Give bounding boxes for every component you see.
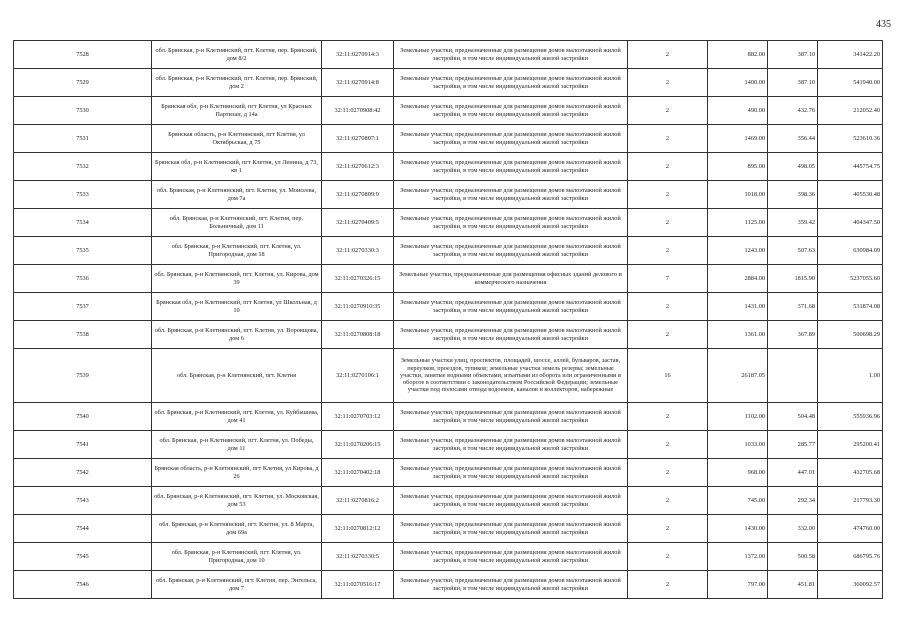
- land-use-cell: Земельные участки, предназначенные для размещения домов малоэтажной жилой застройки, в том числе индивидуальной жилой застройки: [394, 125, 628, 153]
- row-number-cell: 7544: [14, 515, 152, 543]
- row-number-cell: 7541: [14, 431, 152, 459]
- rate-cell: 285.77: [768, 431, 818, 459]
- area-cell: 2884.00: [708, 265, 768, 293]
- cadastral-number-cell: 32:11:0270106:1: [322, 349, 394, 403]
- address-cell: обл. Брянская, р-н Клетнянский, пгт. Клетня, пер. Брянский, дом 2: [152, 69, 322, 97]
- table-row: [14, 69, 883, 97]
- category-cell: 2: [628, 209, 708, 237]
- cadastral-value-cell: 432705.68: [818, 459, 883, 487]
- cadastral-value-cell: 405530.48: [818, 181, 883, 209]
- category-cell: 2: [628, 293, 708, 321]
- land-use-cell: Земельные участки, предназначенные для размещения домов малоэтажной жилой застройки, в том числе индивидуальной жилой застройки: [394, 487, 628, 515]
- table-row: [14, 571, 883, 599]
- row-number-cell: 7530: [14, 97, 152, 125]
- rate-cell: 500.58: [768, 543, 818, 571]
- address-cell: обл. Брянская, р-н Клетнянский, пгт. Клетня, ул. Кирова, дом 39: [152, 265, 322, 293]
- area-cell: 1400.00: [708, 69, 768, 97]
- row-number-cell: 7532: [14, 153, 152, 181]
- category-cell: 2: [628, 403, 708, 431]
- cadastral-value-cell: 531874.08: [818, 293, 883, 321]
- address-cell: Брянская обл, р-н Клетнянский, пгт Клетня, ул Красных Партизан, д 14а: [152, 97, 322, 125]
- land-use-cell: Земельные участки, предназначенные для размещения домов малоэтажной жилой застройки, в том числе индивидуальной жилой застройки: [394, 543, 628, 571]
- address-cell: обл. Брянская, р-н Клетнянский, пгт. Клетня, пер. Брянский, дом 8/2: [152, 41, 322, 69]
- land-use-cell: Земельные участки улиц, проспектов, площадей, шоссе, аллей, бульваров, застав, переулков, проездов, тупиков; земельные участки земель резерва; земельные участки, занятые водными объектами, изъятыми из оборота или ограниченными в обороте в соответствии с законодательством Российской Федерации; земельные участки под полосами отвода водоемов, каналов и коллекторов, набережные: [394, 349, 628, 403]
- row-number-cell: 7539: [14, 349, 152, 403]
- cadastral-value-cell: 523610.36: [818, 125, 883, 153]
- cadastral-value-cell: 295200.41: [818, 431, 883, 459]
- area-cell: 1243.00: [708, 237, 768, 265]
- area-cell: 968.00: [708, 459, 768, 487]
- category-cell: 2: [628, 459, 708, 487]
- land-use-cell: Земельные участки, предназначенные для размещения офисных зданий делового и коммерческого назначения: [394, 265, 628, 293]
- table-row: [14, 237, 883, 265]
- cadastral-number-cell: 32:11:0270516:17: [322, 571, 394, 599]
- row-number-cell: 7542: [14, 459, 152, 487]
- address-cell: обл. Брянская, р-н Клетнянский, пгт. Клетня, ул. Пригородная, дом 18: [152, 237, 322, 265]
- land-use-cell: Земельные участки, предназначенные для размещения домов малоэтажной жилой застройки, в том числе индивидуальной жилой застройки: [394, 431, 628, 459]
- land-use-cell: Земельные участки, предназначенные для размещения домов малоэтажной жилой застройки, в том числе индивидуальной жилой застройки: [394, 237, 628, 265]
- rate-cell: 359.42: [768, 209, 818, 237]
- category-cell: 7: [628, 265, 708, 293]
- land-use-cell: Земельные участки, предназначенные для размещения домов малоэтажной жилой застройки, в том числе индивидуальной жилой застройки: [394, 459, 628, 487]
- cadastral-value-cell: 445754.75: [818, 153, 883, 181]
- rate-cell: 292.34: [768, 487, 818, 515]
- area-cell: 1018.00: [708, 181, 768, 209]
- cadastral-value-cell: 500698.29: [818, 321, 883, 349]
- land-use-cell: Земельные участки, предназначенные для размещения домов малоэтажной жилой застройки, в том числе индивидуальной жилой застройки: [394, 403, 628, 431]
- area-cell: 490.00: [708, 97, 768, 125]
- category-cell: 2: [628, 125, 708, 153]
- address-cell: обл. Брянская, р-н Клетнянский, пгт. Клетня, ул. Победы, дом 11: [152, 431, 322, 459]
- table-row: [14, 209, 883, 237]
- row-number-cell: 7528: [14, 41, 152, 69]
- address-cell: Брянская обл, р-н Клетнянский, пгт Клетня, ул Школьная, д 10: [152, 293, 322, 321]
- category-cell: 2: [628, 571, 708, 599]
- area-cell: 1361.00: [708, 321, 768, 349]
- rate-cell: 367.89: [768, 321, 818, 349]
- rate-cell: 332.00: [768, 515, 818, 543]
- cadastral-number-cell: 32:11:0270908:42: [322, 97, 394, 125]
- cadastral-value-cell: 686795.76: [818, 543, 883, 571]
- category-cell: 2: [628, 69, 708, 97]
- rate-cell: 451.81: [768, 571, 818, 599]
- category-cell: 2: [628, 431, 708, 459]
- table-body: [14, 41, 883, 599]
- row-number-cell: 7543: [14, 487, 152, 515]
- land-use-cell: Земельные участки, предназначенные для размещения домов малоэтажной жилой застройки, в том числе индивидуальной жилой застройки: [394, 571, 628, 599]
- area-cell: 797.00: [708, 571, 768, 599]
- cadastral-value-cell: 404347.50: [818, 209, 883, 237]
- cadastral-number-cell: 32:11:0270816:2: [322, 487, 394, 515]
- row-number-cell: 7535: [14, 237, 152, 265]
- rate-cell: [768, 349, 818, 403]
- cadastral-number-cell: 32:11:0270914:3: [322, 41, 394, 69]
- address-cell: обл. Брянская, р-н Клетнянский, пгт. Клетня, пер. Больничный, дом 11: [152, 209, 322, 237]
- address-cell: Брянская обл, р-н Клетнянский, пгт Клетня, ул Ленина, д 73, кв 1: [152, 153, 322, 181]
- land-use-cell: Земельные участки, предназначенные для размещения домов малоэтажной жилой застройки, в том числе индивидуальной жилой застройки: [394, 515, 628, 543]
- category-cell: 2: [628, 515, 708, 543]
- land-use-cell: Земельные участки, предназначенные для размещения домов малоэтажной жилой застройки, в том числе индивидуальной жилой застройки: [394, 69, 628, 97]
- table-row: [14, 153, 883, 181]
- table-row: [14, 543, 883, 571]
- area-cell: 745.00: [708, 487, 768, 515]
- category-cell: 2: [628, 181, 708, 209]
- land-use-cell: Земельные участки, предназначенные для размещения домов малоэтажной жилой застройки, в том числе индивидуальной жилой застройки: [394, 97, 628, 125]
- table-row: [14, 41, 883, 69]
- area-cell: 26187.05: [708, 349, 768, 403]
- rate-cell: 398.36: [768, 181, 818, 209]
- table-row: [14, 487, 883, 515]
- rate-cell: 1815.90: [768, 265, 818, 293]
- cadastral-value-cell: 474760.00: [818, 515, 883, 543]
- address-cell: обл. Брянская, р-н Клетнянский, пгт. Клетня, ул. Моисеева, дом 7а: [152, 181, 322, 209]
- table-row: [14, 515, 883, 543]
- cadastral-number-cell: 32:11:0270330:3: [322, 237, 394, 265]
- rate-cell: 387.10: [768, 41, 818, 69]
- area-cell: 895.00: [708, 153, 768, 181]
- address-cell: обл. Брянская, р-н Клетнянский, пгт. Клетня, пер. Энгельса, дом 7: [152, 571, 322, 599]
- rate-cell: 507.63: [768, 237, 818, 265]
- row-number-cell: 7540: [14, 403, 152, 431]
- rate-cell: 356.44: [768, 125, 818, 153]
- cadastral-value-cell: 212052.40: [818, 97, 883, 125]
- address-cell: обл. Брянская, р-н Клетнянский, пгт. Клетня, ул. Куйбышева, дом 41: [152, 403, 322, 431]
- row-number-cell: 7538: [14, 321, 152, 349]
- cadastral-number-cell: 32:11:0270409:5: [322, 209, 394, 237]
- address-cell: Брянская область, р-н Клетнянский, пгт Клетня, ул Октябрьская, д 75: [152, 125, 322, 153]
- category-cell: 2: [628, 97, 708, 125]
- table-row: [14, 181, 883, 209]
- table-row: [14, 431, 883, 459]
- category-cell: 16: [628, 349, 708, 403]
- category-cell: 2: [628, 237, 708, 265]
- category-cell: 2: [628, 41, 708, 69]
- cadastral-value-cell: 5237055.60: [818, 265, 883, 293]
- area-cell: 1431.00: [708, 293, 768, 321]
- table-row: [14, 349, 883, 403]
- row-number-cell: 7529: [14, 69, 152, 97]
- table-row: [14, 97, 883, 125]
- land-registry-table: [13, 40, 883, 599]
- land-use-cell: Земельные участки, предназначенные для размещения домов малоэтажной жилой застройки, в том числе индивидуальной жилой застройки: [394, 209, 628, 237]
- area-cell: 1033.00: [708, 431, 768, 459]
- row-number-cell: 7545: [14, 543, 152, 571]
- cadastral-number-cell: 32:11:0270703:12: [322, 403, 394, 431]
- address-cell: обл. Брянская, р-н Клетнянский, пгт. Клетня, ул. Воровщова, дом 6: [152, 321, 322, 349]
- cadastral-number-cell: 32:11:0270808:18: [322, 321, 394, 349]
- land-use-cell: Земельные участки, предназначенные для размещения домов малоэтажной жилой застройки, в том числе индивидуальной жилой застройки: [394, 181, 628, 209]
- row-number-cell: 7531: [14, 125, 152, 153]
- cadastral-value-cell: 555936.96: [818, 403, 883, 431]
- row-number-cell: 7537: [14, 293, 152, 321]
- cadastral-number-cell: 32:11:0270612:3: [322, 153, 394, 181]
- area-cell: 882.00: [708, 41, 768, 69]
- area-cell: 1102.00: [708, 403, 768, 431]
- cadastral-value-cell: 217793.30: [818, 487, 883, 515]
- category-cell: 2: [628, 321, 708, 349]
- rate-cell: 387.10: [768, 69, 818, 97]
- table-row: [14, 265, 883, 293]
- cadastral-number-cell: 32:11:0270910:35: [322, 293, 394, 321]
- address-cell: обл. Брянская, р-н Клетнянский, пгт. Клетня, ул. 8 Марта, дом 69а: [152, 515, 322, 543]
- address-cell: Брянская область, р-н Клетнянский, пгт Клетня, ул Кирова, д 26: [152, 459, 322, 487]
- land-use-cell: Земельные участки, предназначенные для размещения домов малоэтажной жилой застройки, в том числе индивидуальной жилой застройки: [394, 41, 628, 69]
- page-number: 435: [876, 19, 891, 30]
- table-row: [14, 125, 883, 153]
- cadastral-value-cell: 630984.09: [818, 237, 883, 265]
- address-cell: обл. Брянская, р-н Клетнянский, пгт. Клетня, ул. Пригородная, дом 10: [152, 543, 322, 571]
- cadastral-value-cell: 360092.57: [818, 571, 883, 599]
- area-cell: 1372.00: [708, 543, 768, 571]
- cadastral-number-cell: 32:11:0270326:15: [322, 265, 394, 293]
- category-cell: 2: [628, 487, 708, 515]
- row-number-cell: 7534: [14, 209, 152, 237]
- land-use-cell: Земельные участки, предназначенные для размещения домов малоэтажной жилой застройки, в том числе индивидуальной жилой застройки: [394, 321, 628, 349]
- rate-cell: 504.48: [768, 403, 818, 431]
- cadastral-number-cell: 32:11:0270812:12: [322, 515, 394, 543]
- cadastral-number-cell: 32:11:0270807:1: [322, 125, 394, 153]
- cadastral-number-cell: 32:11:0270402:18: [322, 459, 394, 487]
- land-use-cell: Земельные участки, предназначенные для размещения домов малоэтажной жилой застройки, в том числе индивидуальной жилой застройки: [394, 153, 628, 181]
- area-cell: 1469.00: [708, 125, 768, 153]
- cadastral-number-cell: 32:11:0270809:9: [322, 181, 394, 209]
- rate-cell: 371.68: [768, 293, 818, 321]
- category-cell: 2: [628, 543, 708, 571]
- cadastral-value-cell: 541940.00: [818, 69, 883, 97]
- rate-cell: 447.01: [768, 459, 818, 487]
- category-cell: 2: [628, 153, 708, 181]
- row-number-cell: 7546: [14, 571, 152, 599]
- rate-cell: 432.76: [768, 97, 818, 125]
- cadastral-number-cell: 32:11:0270914:8: [322, 69, 394, 97]
- table-row: [14, 403, 883, 431]
- address-cell: обл. Брянская, р-н Клетнянский, пгт. Клетня, ул. Московская, дом 53: [152, 487, 322, 515]
- table-row: [14, 459, 883, 487]
- row-number-cell: 7536: [14, 265, 152, 293]
- rate-cell: 498.05: [768, 153, 818, 181]
- cadastral-value-cell: 341422.20: [818, 41, 883, 69]
- cadastral-number-cell: 32:11:0270330:5: [322, 543, 394, 571]
- cadastral-number-cell: 32:11:0270206:15: [322, 431, 394, 459]
- land-use-cell: Земельные участки, предназначенные для размещения домов малоэтажной жилой застройки, в том числе индивидуальной жилой застройки: [394, 293, 628, 321]
- table-row: [14, 321, 883, 349]
- address-cell: обл. Брянская, р-н Клетнянский, пгт. Клетня: [152, 349, 322, 403]
- area-cell: 1125.00: [708, 209, 768, 237]
- row-number-cell: 7533: [14, 181, 152, 209]
- table-row: [14, 293, 883, 321]
- cadastral-value-cell: 1.00: [818, 349, 883, 403]
- area-cell: 1430.00: [708, 515, 768, 543]
